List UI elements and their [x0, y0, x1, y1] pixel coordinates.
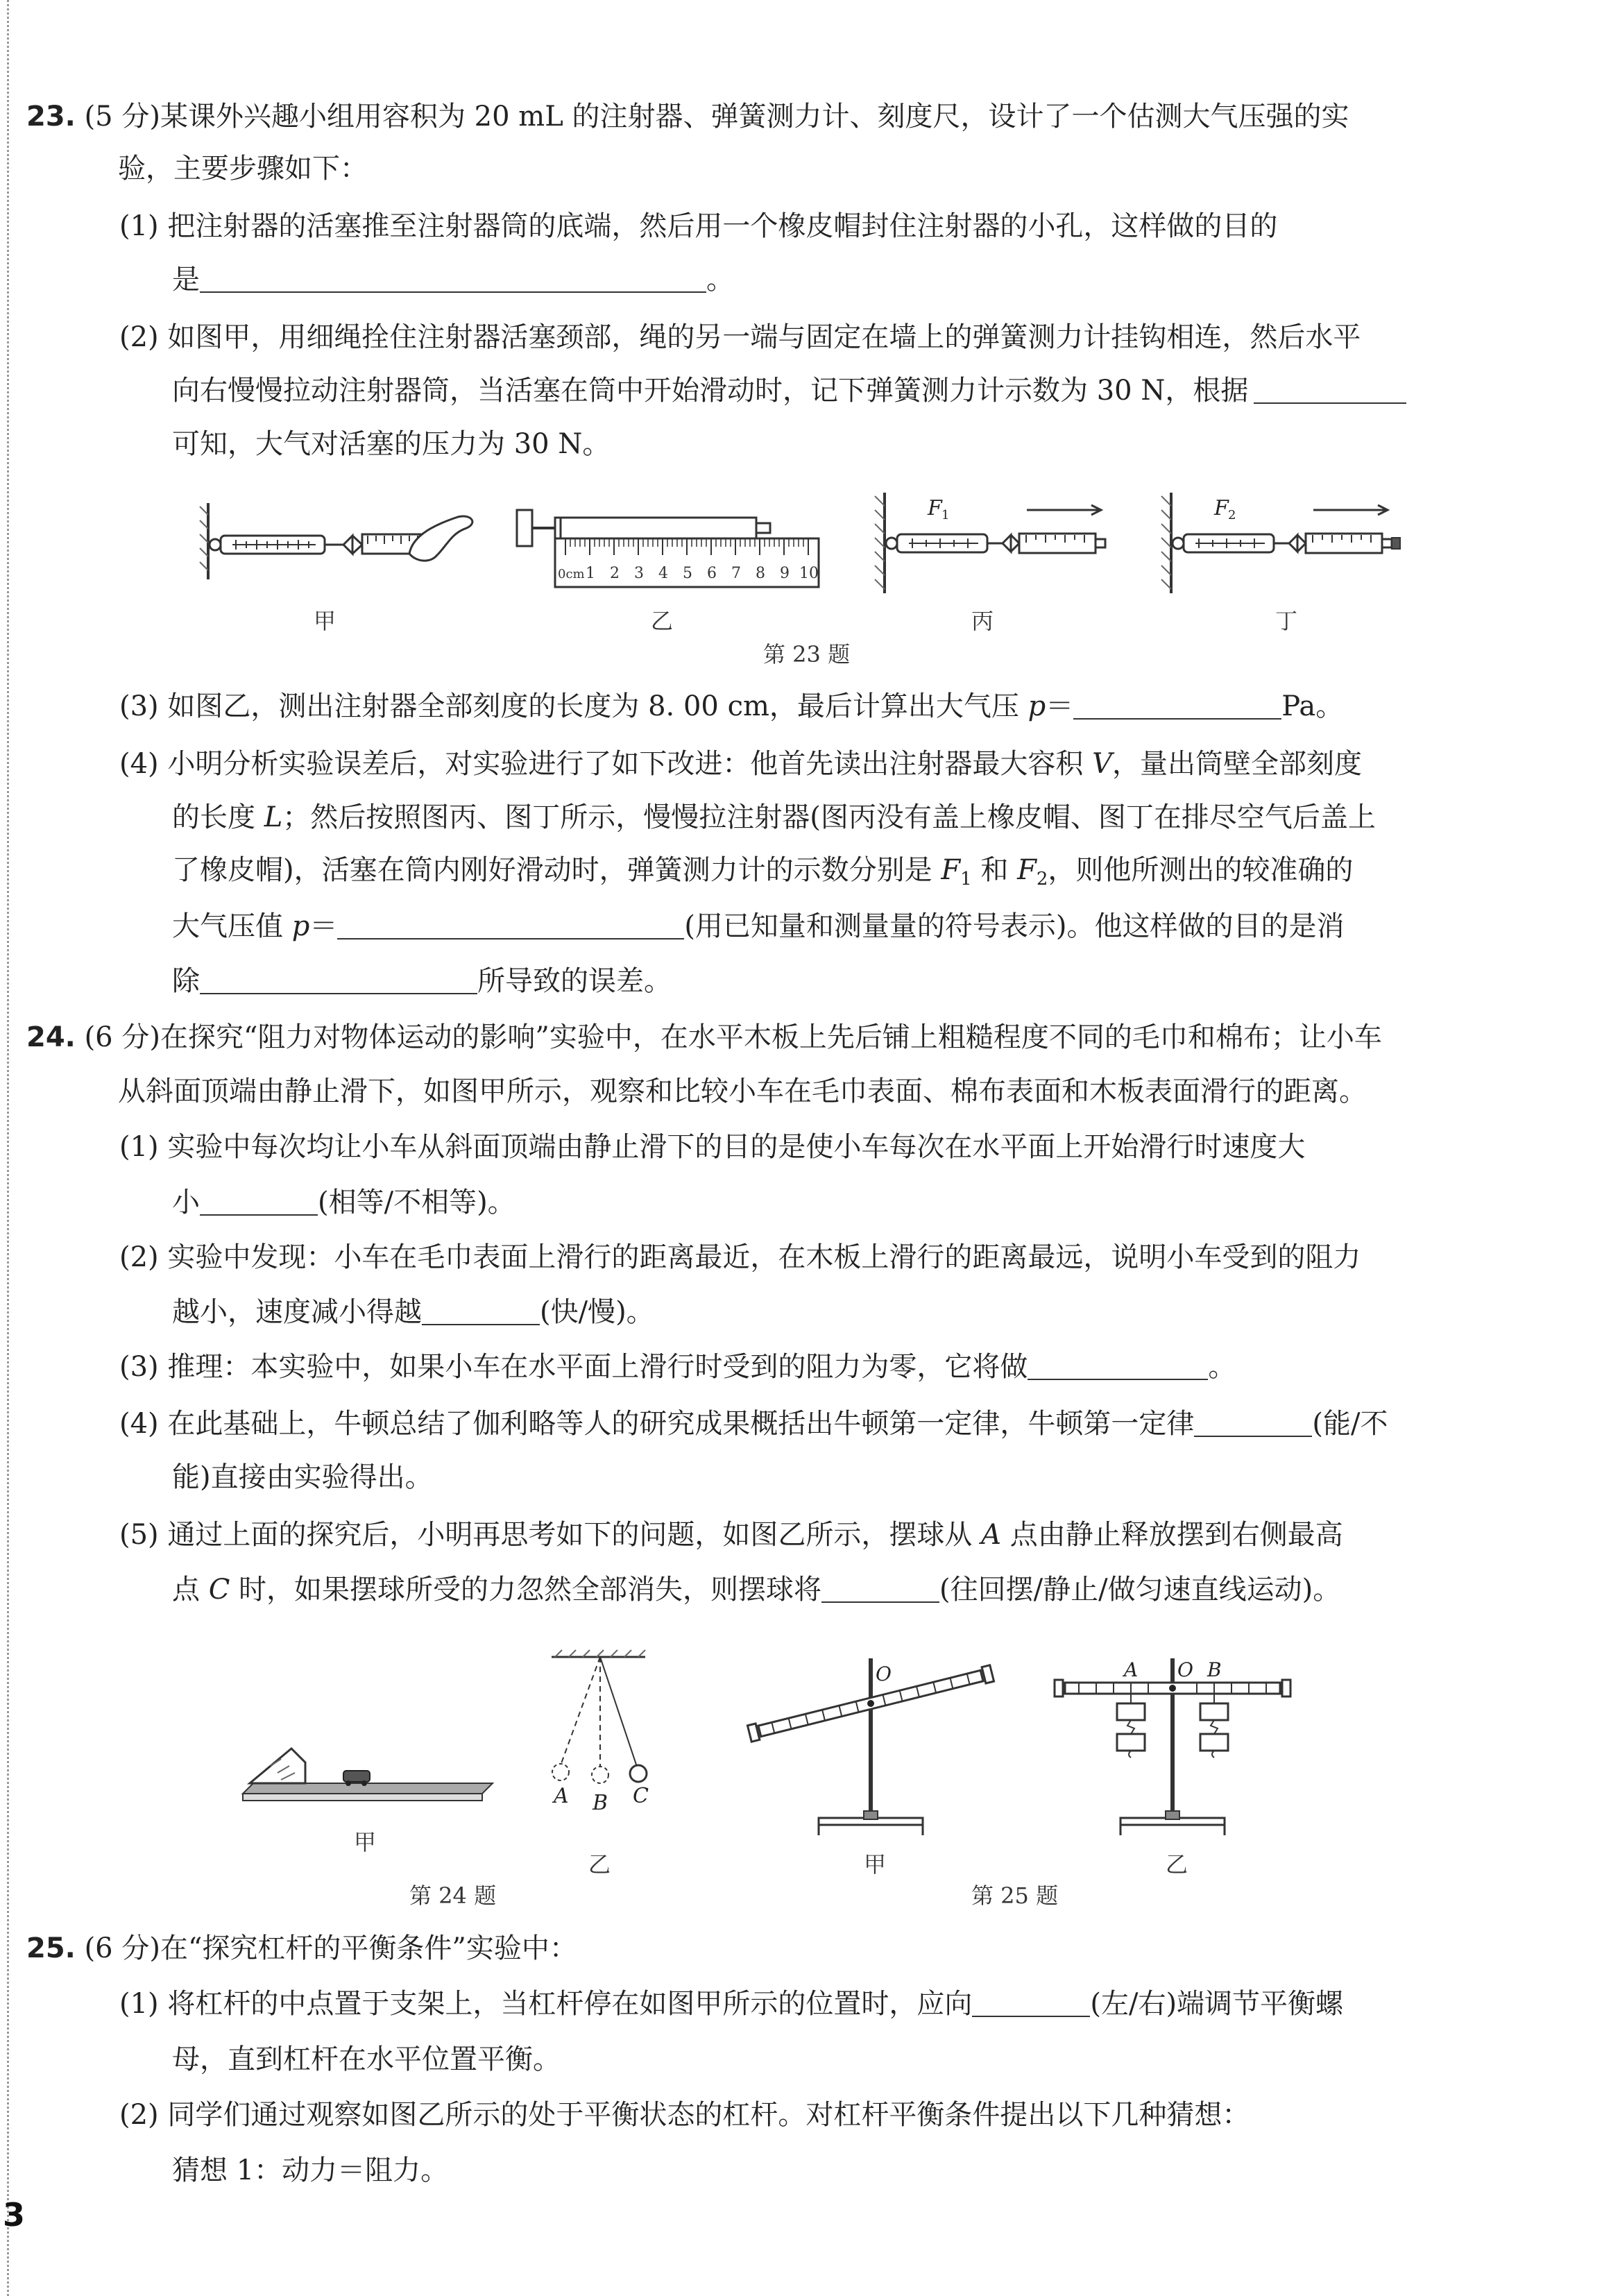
- q23-figure-bing: [871, 486, 1127, 597]
- q24-intro-line-2: 从斜面顶端由静止滑下，如图甲所示，观察和比较小车在毛巾表面、棉布表面和木板表面滑行的距离。: [118, 1075, 1367, 1107]
- q24-part4-line-1: (4) 在此基础上，牛顿总结了伽利略等人的研究成果概括出牛顿第一定律，牛顿第一定律 (能/不: [119, 1408, 1388, 1440]
- q24-part5-line-2: 点 C 时，如果摆球所受的力忽然全部消失，则摆球将 (往回摆/静止/做匀速直线运动)。: [172, 1574, 1341, 1606]
- lever-yi-point-o: O: [1177, 1658, 1193, 1681]
- page-number: 3: [3, 2196, 26, 2234]
- q23-answer-blank-3[interactable]: [1073, 690, 1281, 720]
- q23-intro-line-1: [26, 97, 1349, 136]
- q23-figure-label-jia: 甲: [314, 608, 336, 634]
- lever-yi-point-b: B: [1207, 1658, 1222, 1681]
- q23-answer-blank-5[interactable]: [200, 965, 477, 994]
- ruler-tick-1: 1: [586, 565, 595, 582]
- q25-figure-yi-lever: [1051, 1651, 1315, 1839]
- q23-number: 23.: [26, 101, 76, 133]
- q23-part4-line-3: 了橡皮帽)，活塞在筒内刚好滑动时，弹簧测力计的示数分别是 $F_1$ 和 $F_2$，则他所测出的较准确的: [172, 854, 1354, 890]
- q23-part4-line-1: (4) 小明分析实验误差后，对实验进行了如下改进：他首先读出注射器最大容积 V，量出筒壁全部刻度: [119, 748, 1362, 780]
- q25-figure-jia-lever: [742, 1651, 1020, 1839]
- ruler-tick-6: 6: [707, 565, 717, 582]
- q23-part1-line-1: (1) 把注射器的活塞推至注射器筒的底端，然后用一个橡皮帽封住注射器的小孔，这样做的目的: [119, 210, 1278, 242]
- q23-part2-line-1: (2) 如图甲，用细绳拴住注射器活塞颈部，绳的另一端与固定在墙上的弹簧测力计挂钩相连，然后水平: [119, 321, 1361, 353]
- q24-intro-line-1: 24. (6 分)在探究“阻力对物体运动的影响”实验中，在水平木板上先后铺上粗糙程度不同的毛巾和棉布；让小车: [26, 1021, 1382, 1053]
- q24-part1-line-1: (1) 实验中每次均让小车从斜面顶端由静止滑下的目的是使小车每次在水平面上开始滑行时速度大: [119, 1131, 1306, 1163]
- q24-part1-line-2: 小 (相等/不相等)。: [172, 1187, 515, 1218]
- binding-margin-dotted-line: [7, 0, 9, 2296]
- q24-answer-blank-4[interactable]: [1194, 1408, 1312, 1437]
- q23-part4-line-2: 的长度 L；然后按照图丙、图丁所示，慢慢拉注射器(图丙没有盖上橡皮帽、图丁在排尽空气后盖上: [172, 801, 1376, 833]
- lever-jia-point-o: O: [876, 1663, 892, 1685]
- force-label-f1-sub: 1: [941, 508, 950, 522]
- lever-yi-point-a: A: [1124, 1658, 1139, 1681]
- q24-figure-caption: 第 24 题: [409, 1882, 497, 1909]
- ruler-tick-4: 4: [658, 565, 668, 582]
- q23-answer-blank-2[interactable]: [1254, 375, 1406, 404]
- q23-figure-jia: [173, 486, 479, 590]
- ruler-tick-5: 5: [683, 565, 692, 582]
- q23-answer-blank-4[interactable]: [337, 910, 684, 939]
- q23-part4-line-5: 除 所导致的误差。: [172, 965, 672, 997]
- ruler-tick-10: 10: [799, 565, 819, 582]
- ruler-tick-8: 8: [756, 565, 765, 582]
- ruler-tick-3: 3: [634, 565, 644, 582]
- q24-figure-label-jia: 甲: [354, 1829, 377, 1855]
- q25-part1-line-1: (1) 将杠杆的中点置于支架上，当杠杆停在如图甲所示的位置时，应向 (左/右)端调节平衡螺: [119, 1988, 1344, 2020]
- q23-part4-line-4: 大气压值 p＝ (用已知量和测量量的符号表示)。他这样做的目的是消: [172, 910, 1345, 942]
- q23-part1-line-2: 是 。: [172, 264, 734, 296]
- q23-figure-label-ding: 丁: [1275, 608, 1298, 634]
- q23-figure-yi: [513, 486, 826, 590]
- q24-answer-blank-1[interactable]: [200, 1187, 318, 1216]
- q25-part2-line-2: 猜想 1：动力＝阻力。: [172, 2154, 449, 2186]
- q23-intro-text-1: (5 分)某课外兴趣小组用容积为 20 mL 的注射器、弹簧测力计、刻度尺，设计了一个估测大气压强的实: [84, 101, 1349, 133]
- q24-part2-line-2: 越小，速度减小得越 (快/慢)。: [172, 1296, 654, 1328]
- force-label-f2: F: [1214, 496, 1229, 520]
- q25-figure-caption: 第 25 题: [971, 1882, 1059, 1909]
- ruler-tick-7: 7: [731, 565, 741, 582]
- ruler-tick-0: 0cm: [558, 567, 585, 581]
- q23-figure-ding: [1157, 486, 1421, 597]
- q24-answer-blank-2[interactable]: [422, 1296, 540, 1325]
- q25-number: 25.: [26, 1932, 76, 1964]
- ruler-tick-9: 9: [780, 565, 790, 582]
- q25-part1-line-2: 母，直到杠杆在水平位置平衡。: [172, 2043, 561, 2075]
- pendulum-point-a: A: [554, 1784, 569, 1808]
- q24-figure-yi-pendulum: [541, 1650, 680, 1837]
- q23-figure-label-yi: 乙: [651, 608, 674, 634]
- q24-answer-blank-5[interactable]: [821, 1574, 939, 1603]
- q25-figure-label-jia: 甲: [864, 1851, 887, 1878]
- q24-part4-line-2: 能)直接由实验得出。: [172, 1461, 433, 1493]
- q23-intro-line-2: 验，主要步骤如下：: [118, 153, 368, 185]
- q24-part3-line: (3) 推理：本实验中，如果小车在水平面上滑行时受到的阻力为零，它将做 。: [119, 1351, 1236, 1383]
- q24-number: 24.: [26, 1021, 76, 1053]
- q23-part2-line-2: 向右慢慢拉动注射器筒，当活塞在筒中开始滑动时，记下弹簧测力计示数为 30 N，根据: [172, 371, 1406, 410]
- pendulum-point-c: C: [633, 1784, 649, 1808]
- q23-part2-line-3: 可知，大气对活塞的压力为 30 N。: [172, 428, 611, 460]
- q25-answer-blank-1[interactable]: [972, 1988, 1090, 2017]
- q25-figure-label-yi: 乙: [1166, 1851, 1188, 1878]
- q24-part5-line-1: (5) 通过上面的探究后，小明再思考如下的问题，如图乙所示，摆球从 A 点由静止释放摆到右侧最高: [119, 1519, 1343, 1551]
- q23-answer-blank-1[interactable]: [200, 264, 706, 293]
- ruler-tick-2: 2: [610, 565, 620, 582]
- q24-part2-line-1: (2) 实验中发现：小车在毛巾表面上滑行的距离最近，在木板上滑行的距离最远，说明小车受到的阻力: [119, 1241, 1361, 1273]
- force-label-f2-sub: 2: [1228, 508, 1236, 522]
- q23-figure-caption: 第 23 题: [763, 641, 851, 667]
- q24-figure-label-yi: 乙: [588, 1851, 611, 1878]
- q23-figure-label-bing: 丙: [971, 608, 994, 634]
- q25-part2-line-1: (2) 同学们通过观察如图乙所示的处于平衡状态的杠杆。对杠杆平衡条件提出以下几种猜想：: [119, 2099, 1250, 2131]
- pendulum-point-b: B: [593, 1791, 608, 1815]
- q25-intro-line: 25. (6 分)在“探究杠杆的平衡条件”实验中：: [26, 1932, 577, 1964]
- q24-figure-jia-ramp: [239, 1735, 496, 1818]
- force-label-f1: F: [928, 496, 942, 520]
- q23-part3-line: (3) 如图乙，测出注射器全部刻度的长度为 8. 00 cm，最后计算出大气压 p＝ Pa。: [119, 690, 1344, 722]
- q24-answer-blank-3[interactable]: [1028, 1351, 1208, 1380]
